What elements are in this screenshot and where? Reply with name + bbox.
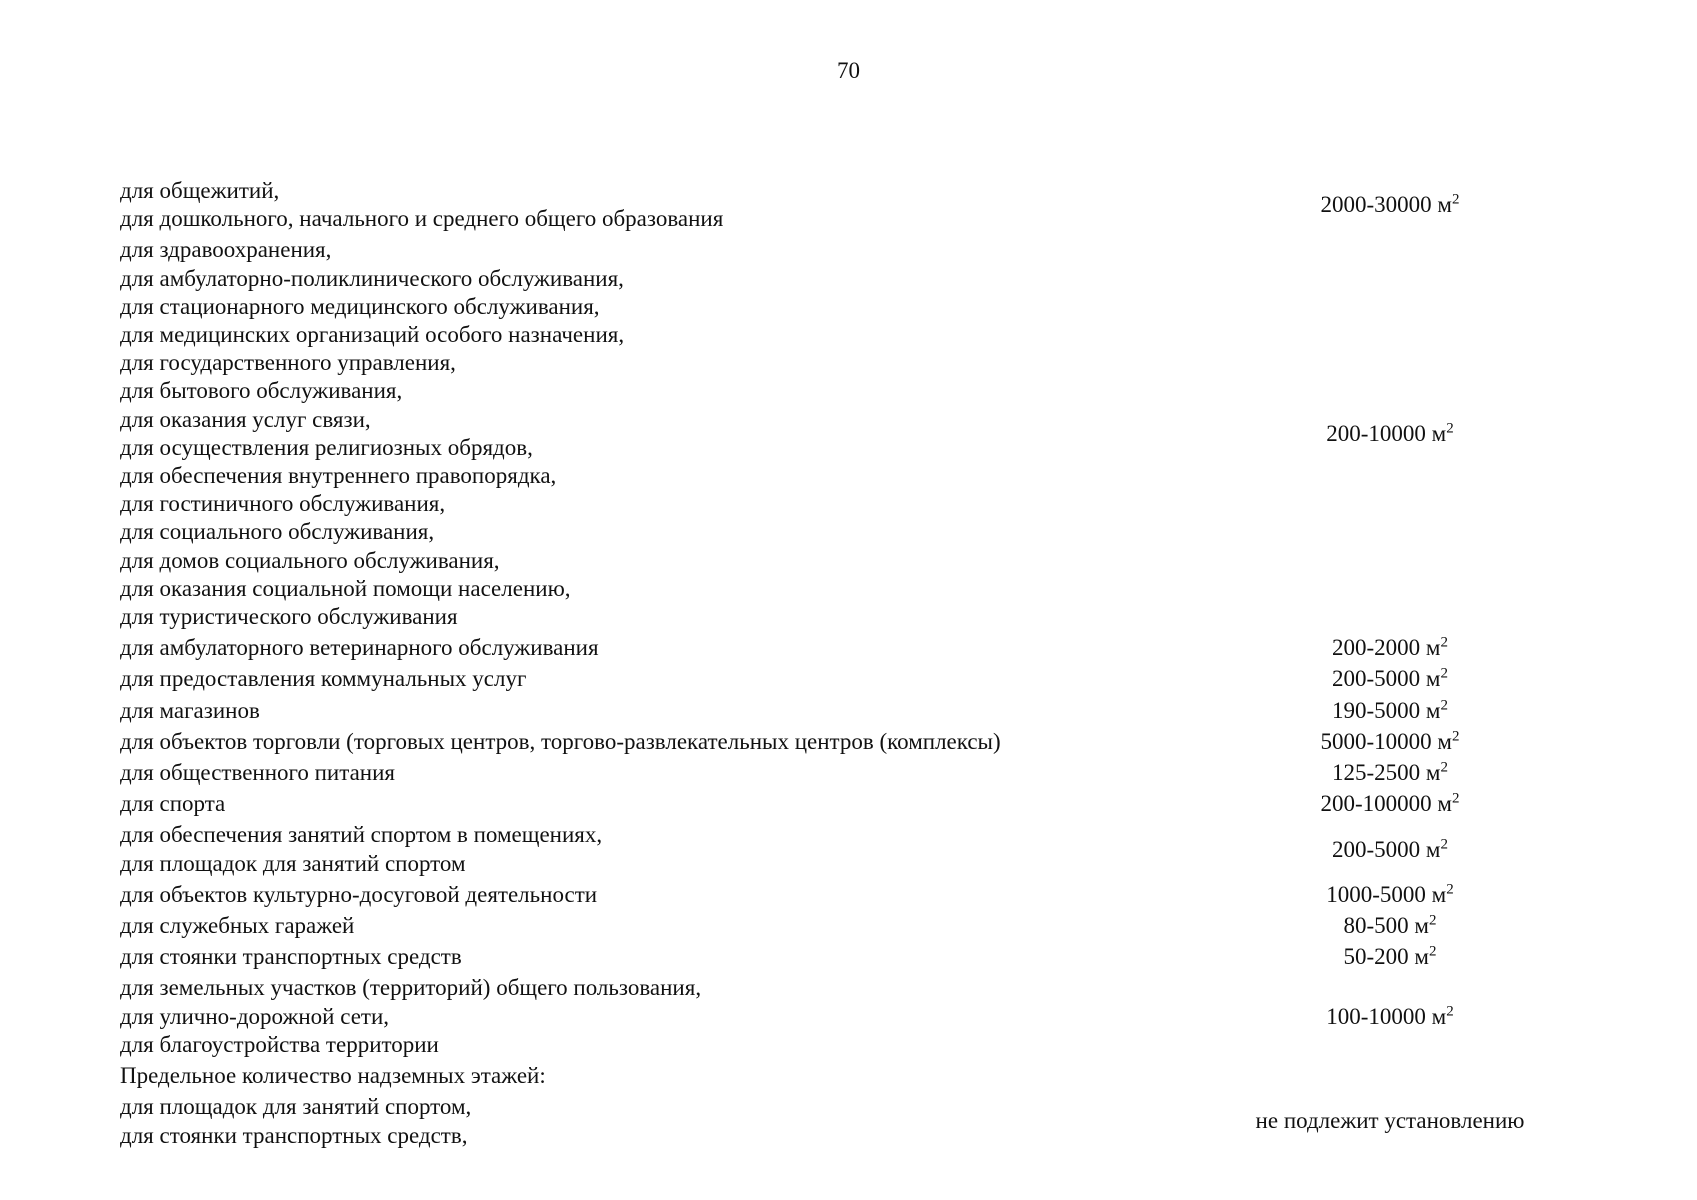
row-label-line: для стоянки транспортных средств, xyxy=(120,1122,468,1148)
row-label-cell xyxy=(120,787,1210,818)
table-row xyxy=(120,1090,1570,1149)
row-value-cell xyxy=(1210,1059,1570,1090)
row-label-cell xyxy=(120,725,1210,756)
unit-superscript: 2 xyxy=(1428,943,1437,960)
row-label-line: для амбулаторного ветеринарного обслуживания xyxy=(120,635,599,661)
row-value: не подлежит установлению xyxy=(1255,1108,1525,1134)
row-label-line: для спорта xyxy=(120,791,226,817)
unit-label: м xyxy=(1425,760,1441,786)
unit-superscript: 2 xyxy=(1451,728,1460,745)
row-label-line: для магазинов xyxy=(120,697,260,723)
row-value: 1000-5000 xyxy=(1326,881,1426,907)
row-label-cell xyxy=(120,909,1210,940)
row-label-line: для улично-дорожной сети, xyxy=(120,1003,390,1029)
unit-superscript: 2 xyxy=(1440,665,1448,682)
row-label-line: для объектов торговли (торговых центров, торгово-развлекательных центров (комплексы) xyxy=(120,728,1001,754)
row-label-line: для оказания услуг связи, xyxy=(120,406,371,432)
row-label-cell xyxy=(120,233,1210,631)
row-value-cell xyxy=(1210,909,1570,940)
unit-label: м xyxy=(1437,791,1452,817)
row-label-cell xyxy=(120,174,1210,233)
row-value-cell xyxy=(1210,818,1570,877)
unit-label: м xyxy=(1431,881,1447,907)
parameters-table xyxy=(120,174,1570,1150)
row-value: 125-2500 xyxy=(1332,760,1421,786)
unit-label: м xyxy=(1425,635,1441,661)
row-label-cell xyxy=(120,940,1210,971)
row-value: 200-2000 xyxy=(1332,635,1421,661)
row-label-cell xyxy=(120,818,1210,877)
table-row xyxy=(120,662,1570,693)
unit-superscript: 2 xyxy=(1440,697,1448,713)
row-label-line: для амбулаторно-поликлинического обслуживания, xyxy=(120,265,624,291)
row-label-line: для объектов культурно-досуговой деятельности xyxy=(120,881,598,907)
row-label-cell xyxy=(120,694,1210,725)
unit-superscript: 2 xyxy=(1446,1003,1454,1020)
row-value-cell xyxy=(1210,233,1570,631)
table-row xyxy=(120,1059,1570,1090)
row-label-line: для стационарного медицинского обслуживания, xyxy=(120,293,600,319)
table-row xyxy=(120,909,1570,940)
row-value: 100-10000 xyxy=(1326,1003,1426,1029)
table-row xyxy=(120,787,1570,818)
row-value-cell xyxy=(1210,756,1570,787)
unit-label: м xyxy=(1431,1003,1447,1029)
row-value: 2000-30000 xyxy=(1320,192,1432,218)
unit-label: м xyxy=(1425,697,1441,723)
table-row xyxy=(120,940,1570,971)
row-label-cell xyxy=(120,1090,1210,1149)
unit-superscript: 2 xyxy=(1428,912,1437,929)
row-label-line: для бытового обслуживания, xyxy=(120,378,403,404)
unit-label: м xyxy=(1437,192,1452,218)
row-label-line: для общежитий, xyxy=(120,178,280,203)
row-label-line: для площадок для занятий спортом xyxy=(120,850,466,876)
row-value: 50-200 xyxy=(1343,944,1409,970)
row-value-cell xyxy=(1210,940,1570,971)
row-label-line: для площадок для занятий спортом, xyxy=(120,1094,472,1120)
row-label-line: для здравоохранения, xyxy=(120,237,332,263)
row-label-line: для оказания социальной помощи населению, xyxy=(120,575,571,601)
row-value-cell xyxy=(1210,1090,1570,1149)
unit-label: м xyxy=(1431,420,1447,446)
row-label-cell xyxy=(120,662,1210,693)
row-label-line: для служебных гаражей xyxy=(120,913,355,939)
row-label-line: для медицинских организаций особого назначения, xyxy=(120,322,625,348)
table-row xyxy=(120,694,1570,725)
row-label-line: для домов социального обслуживания, xyxy=(120,547,500,573)
row-label-line: для государственного управления, xyxy=(120,350,456,376)
unit-superscript: 2 xyxy=(1451,191,1460,208)
unit-label: м xyxy=(1414,913,1429,939)
row-value-cell xyxy=(1210,787,1570,818)
row-label-line: для обеспечения внутреннего правопорядка, xyxy=(120,463,557,489)
table-row xyxy=(120,233,1570,631)
unit-label: м xyxy=(1425,666,1441,692)
row-value-cell xyxy=(1210,878,1570,909)
row-value: 190-5000 xyxy=(1332,697,1421,723)
row-value-cell xyxy=(1210,725,1570,756)
row-value-cell xyxy=(1210,631,1570,662)
row-label-line: для гостиничного обслуживания, xyxy=(120,491,446,517)
unit-label: м xyxy=(1425,836,1441,862)
unit-superscript: 2 xyxy=(1440,634,1448,651)
row-value: 200-5000 xyxy=(1332,836,1421,862)
row-label-line: для предоставления коммунальных услуг xyxy=(120,666,527,692)
unit-superscript: 2 xyxy=(1440,759,1448,776)
table-row xyxy=(120,756,1570,787)
row-label-line: для социального обслуживания, xyxy=(120,519,435,545)
unit-superscript: 2 xyxy=(1440,835,1448,852)
table-row xyxy=(120,631,1570,662)
row-value-cell xyxy=(1210,971,1570,1059)
row-value-cell xyxy=(1210,174,1570,233)
row-label-line: для осуществления религиозных обрядов, xyxy=(120,434,533,460)
unit-superscript: 2 xyxy=(1451,790,1460,807)
row-value-cell xyxy=(1210,694,1570,725)
row-label-line: для обеспечения занятий спортом в помещениях, xyxy=(120,822,603,848)
row-label-line: для стоянки транспортных средств xyxy=(120,944,462,970)
row-label-cell xyxy=(120,1059,1210,1090)
table-row xyxy=(120,818,1570,877)
table-row xyxy=(120,878,1570,909)
row-label-cell xyxy=(120,971,1210,1059)
page-number: 70 xyxy=(837,58,860,83)
row-label-line: Предельное количество надземных этажей: xyxy=(120,1063,546,1089)
row-value: 5000-10000 xyxy=(1320,728,1432,754)
row-value: 200-5000 xyxy=(1332,666,1421,692)
row-label-line: для туристического обслуживания xyxy=(120,604,458,630)
row-label-line: для благоустройства территории xyxy=(120,1031,439,1057)
row-label-cell xyxy=(120,631,1210,662)
row-label-cell xyxy=(120,878,1210,909)
row-value: 80-500 xyxy=(1343,913,1409,939)
unit-label: м xyxy=(1414,944,1429,970)
unit-label: м xyxy=(1437,728,1452,754)
row-value: 200-10000 xyxy=(1326,420,1426,446)
row-label-line: для общественного питания xyxy=(120,760,395,786)
row-value-cell xyxy=(1210,662,1570,693)
row-value: 200-100000 xyxy=(1320,791,1432,817)
unit-superscript: 2 xyxy=(1446,420,1454,437)
table-row xyxy=(120,174,1570,233)
row-label-cell xyxy=(120,756,1210,787)
row-label-line: для земельных участков (территорий) общего пользования, xyxy=(120,975,702,1001)
row-label-line: для дошкольного, начального и среднего общего образования xyxy=(120,206,724,232)
unit-superscript: 2 xyxy=(1446,881,1454,898)
table-row xyxy=(120,971,1570,1059)
table-row xyxy=(120,725,1570,756)
